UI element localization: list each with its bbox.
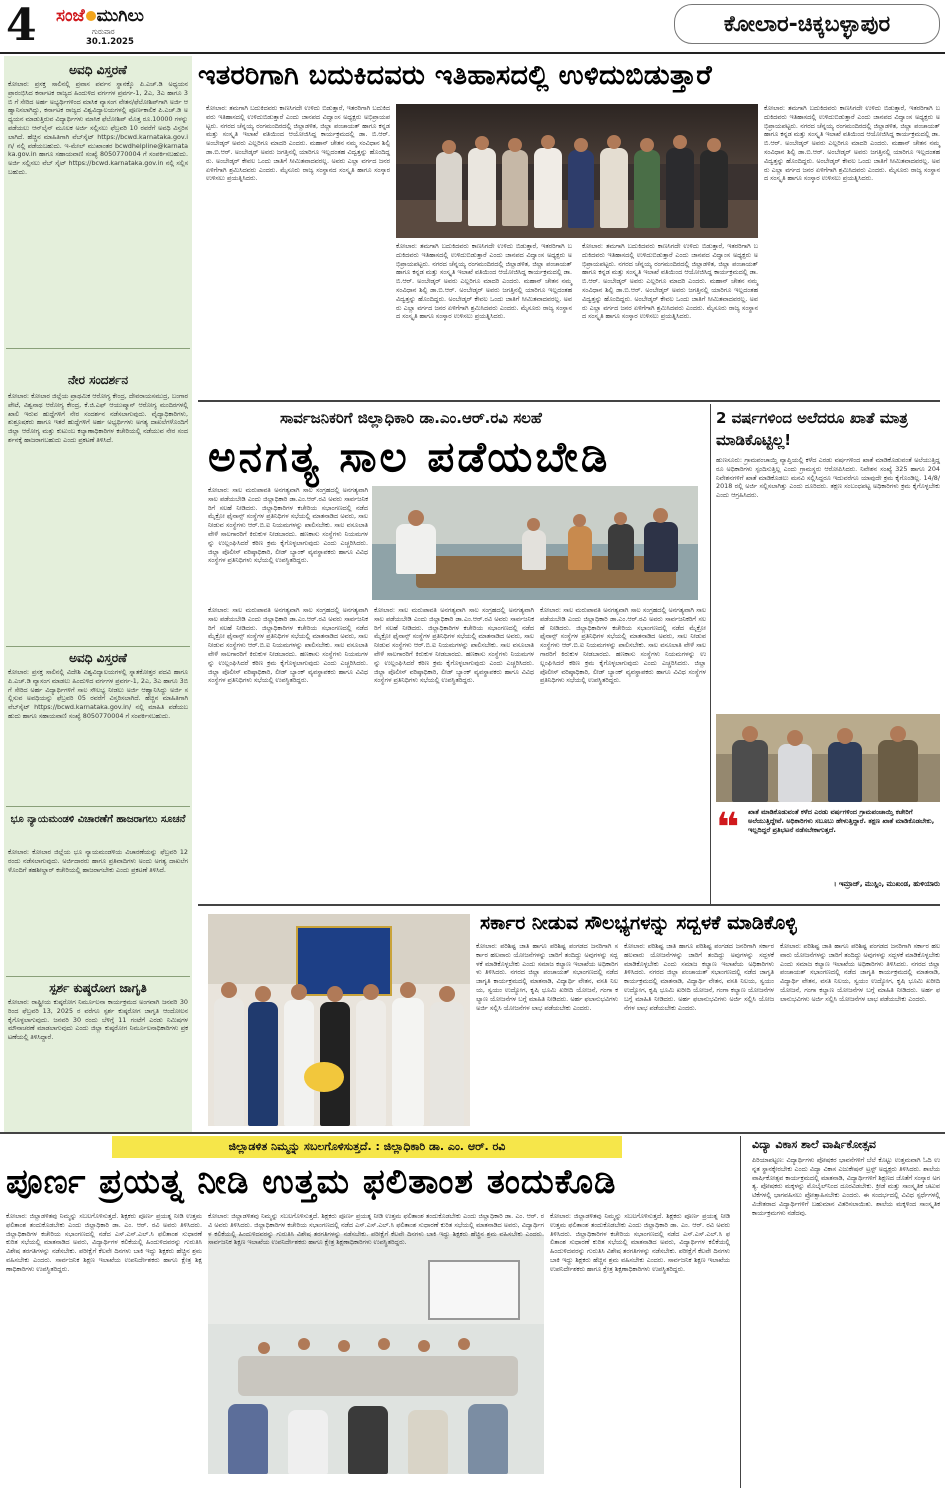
masthead-logo <box>56 6 166 30</box>
person-head <box>418 1340 430 1352</box>
person <box>568 526 592 570</box>
person <box>248 1002 278 1126</box>
story1-text: ಕೋಲಾರ: ತಮಗಾಗಿ ಬದುಕಿದವರು ಕಾಣಸಿಗದೇ ಉಳಿದು ಬಿಡುತ್ತಾರೆ, ಇತರರಿಗಾಗಿ ಬದುಕಿದವರು ಇತಿಹಾಸದಲ್ಲಿ ಉಳಿದುಬಿಡುತ್ತಾರೆ ಎಂದು ಜಾನಪದ ವಿದ್ವಾಂಸ ಅಧ್ಯಕ್ಷರು ಅಭಿಪ್ರಾಯಪಟ್ಟರು. ನಗರದ ಚೆನ್ನಯ್ಯ ರಂಗಮಂದಿರದಲ್ಲಿ ಜಿಲ್ಲಾಡಳಿತ, ಜಿಲ್ಲಾ ಪಂಚಾಯತ್ ಹಾಗೂ ಕನ್ನಡ ಮತ್ತು ಸಂಸ್ಕೃತಿ ಇಲಾಖೆ ವತಿಯಿಂದ ಆಯೋಜಿಸಿದ್ದ ಕಾರ್ಯಕ್ರಮದಲ್ಲಿ ಡಾ. ಬಿ.ಆರ್. ಅಂಬೇಡ್ಕರ್ ಅವರು ಎಲ್ಲರಿಗೂ ಮಾದರಿ ಎಂದರು. ಮಹಾನ್ ಚೇತನ ನಮ್ಮ ಸಂವಿಧಾನ ಶಿಲ್ಪಿ ಡಾ.ಬಿ.ಆರ್. ಅಂಬೇಡ್ಕರ್ ಅವರು ಜಗತ್ತಿನಲ್ಲಿ ಯಾರಿಗೂ ಇಲ್ಲದಂತಹ ವಿದ್ವತ್ತನ್ನು ಹೊಂದಿದ್ದರು. ಅಂಬೇಡ್ಕರ್ ಕೇವಲ ಒಂದು ಜಾತಿಗೆ ಸೀಮಿತವಾದವರಲ್ಲ. ಅವರು ಎಲ್ಲಾ ವರ್ಗದ ಜನರ ಏಳಿಗೆಗಾಗಿ ಶ್ರಮಿಸಿದವರು ಎಂದರು. ಮೈಸೂರು ರಾಜ್ಯ ಸಂಸ್ಥಾನದ ಸಂಸ್ಕೃತಿ ಹಾಗೂ ಸಂಸ್ಕಾರ ಉಳಿಸಲು ಪ್ರಯತ್ನಿಸಿದರು. <box>396 242 572 321</box>
person-head <box>378 1338 390 1350</box>
story1-headline: ಇತರರಿಗಾಗಿ ಬದುಕಿದವರು ಇತಿಹಾಸದಲ್ಲಿ ಉಳಿದುಬಿಡುತ್ತಾರೆ <box>198 60 712 91</box>
person <box>778 744 812 802</box>
divider <box>740 1136 741 1488</box>
story3-quote: ಖಾತೆ ಮಾಡಿಕೊಡುವಂತೆ ಕಳೆದ ಎರಡು ವರ್ಷಗಳಿಂದ ಗ್ರಾಮಪಂಚಾಯ್ತಿ ಕಚೇರಿಗೆ ಅಲೆಯುತ್ತಿದ್ದೇವೆ. ಅಧಿಕಾರಿಗಳು ಸಬೂಬು ಹೇಳುತ್ತಿದ್ದಾರೆ. ತಕ್ಷಣ ಖಾತೆ ಮಾಡಿಕೊಡಬೇಕು, ಇಲ್ಲದಿದ್ದರೆ ಪ್ರತಿಭಟನೆ ನಡೆಸಬೇಕಾಗುತ್ತದೆ. <box>748 808 935 834</box>
story4-text: ಕೋಲಾರ: ಪರಿಶಿಷ್ಟ ಜಾತಿ ಹಾಗೂ ಪರಿಶಿಷ್ಟ ಪಂಗಡದ ಜನರಿಗಾಗಿ ಸರ್ಕಾರ ಹಲವಾರು ಯೋಜನೆಗಳನ್ನು ಜಾರಿಗೆ ತಂದಿದ್ದು ಅವುಗಳನ್ನು ಸದ್ಬಳಕೆ ಮಾಡಿಕೊಳ್ಳಬೇಕು ಎಂದು ಸಮಾಜ ಕಲ್ಯಾಣ ಇಲಾಖೆಯ ಅಧಿಕಾರಿಗಳು ತಿಳಿಸಿದರು. ನಗರದ ಜಿಲ್ಲಾ ಪಂಚಾಯತ್ ಸಭಾಂಗಣದಲ್ಲಿ ನಡೆದ ಜಾಗೃತಿ ಕಾರ್ಯಕ್ರಮದಲ್ಲಿ ಮಾತನಾಡಿ, ವಿದ್ಯಾರ್ಥಿ ವೇತನ, ವಸತಿ ನಿಲಯ, ಸ್ವಯಂ ಉದ್ಯೋಗ, ಕೃಷಿ ಭೂಮಿ ಖರೀದಿ ಯೋಜನೆ, ಗಂಗಾ ಕಲ್ಯಾಣ ಯೋಜನೆಗಳ ಬಗ್ಗೆ ಮಾಹಿತಿ ನೀಡಿದರು. ಅರ್ಹ ಫಲಾನುಭವಿಗಳು ಅರ್ಜಿ ಸಲ್ಲಿಸಿ ಯೋಜನೆಗಳ ಲಾಭ ಪಡೆಯಬೇಕು ಎಂದರು. <box>780 942 940 1003</box>
person <box>568 150 594 228</box>
brief-text: ಕೋಲಾರ: ರಾಷ್ಟ್ರೀಯ ಕುಷ್ಠರೋಗ ನಿರ್ಮೂಲನಾ ಕಾರ್ಯಕ್ರಮದ ಅಂಗವಾಗಿ ಜನವರಿ 30 ರಿಂದ ಫೆಬ್ರವರಿ 13, 2025 ರ ವರೆಗೂ ಸ್ಪರ್ಶ ಕುಷ್ಠರೋಗ ಜಾಗೃತಿ ಆಂದೋಲನ ಕೈಗೊಳ್ಳಲಾಗುವುದು. ಜನವರಿ 30 ರಂದು ಬೆಳಿಗ್ಗೆ 11 ಗಂಟೆಗೆ ಎರಡು ನಿಮಿಷಗಳ ಮೌನಾಚರಣೆ ಮಾಡಲಾಗುವುದು ಎಂದು ಜಿಲ್ಲಾ ಕುಷ್ಠರೋಗ ನಿರ್ಮೂಲನಾಧಿಕಾರಿಗಳು ಪ್ರಕಟಣೆಯಲ್ಲಿ ತಿಳಿಸಿದ್ದಾರೆ. <box>8 998 188 1042</box>
brief-heading: ಸ್ಪರ್ಶ ಕುಷ್ಠರೋಗ ಜಾಗೃತಿ <box>49 981 147 995</box>
person <box>468 148 496 226</box>
story4-text: ಕೋಲಾರ: ಪರಿಶಿಷ್ಟ ಜಾತಿ ಹಾಗೂ ಪರಿಶಿಷ್ಟ ಪಂಗಡದ ಜನರಿಗಾಗಿ ಸರ್ಕಾರ ಹಲವಾರು ಯೋಜನೆಗಳನ್ನು ಜಾರಿಗೆ ತಂದಿದ್ದು ಅವುಗಳನ್ನು ಸದ್ಬಳಕೆ ಮಾಡಿಕೊಳ್ಳಬೇಕು ಎಂದು ಸಮಾಜ ಕಲ್ಯಾಣ ಇಲಾಖೆಯ ಅಧಿಕಾರಿಗಳು ತಿಳಿಸಿದರು. ನಗರದ ಜಿಲ್ಲಾ ಪಂಚಾಯತ್ ಸಭಾಂಗಣದಲ್ಲಿ ನಡೆದ ಜಾಗೃತಿ ಕಾರ್ಯಕ್ರಮದಲ್ಲಿ ಮಾತನಾಡಿ, ವಿದ್ಯಾರ್ಥಿ ವೇತನ, ವಸತಿ ನಿಲಯ, ಸ್ವಯಂ ಉದ್ಯೋಗ, ಕೃಷಿ ಭೂಮಿ ಖರೀದಿ ಯೋಜನೆ, ಗಂಗಾ ಕಲ್ಯಾಣ ಯೋಜನೆಗಳ ಬಗ್ಗೆ ಮಾಹಿತಿ ನೀಡಿದರು. ಅರ್ಹ ಫಲಾನುಭವಿಗಳು ಅರ್ಜಿ ಸಲ್ಲಿಸಿ ಯೋಜನೆಗಳ ಲಾಭ ಪಡೆಯಬೇಕು ಎಂದರು. <box>476 942 618 1012</box>
person-head <box>607 135 621 149</box>
brief-heading: ಅವಧಿ ವಿಸ್ತರಣೆ <box>69 63 127 77</box>
person-head <box>574 138 588 152</box>
sun-icon <box>86 11 96 21</box>
person <box>228 1404 268 1474</box>
person <box>502 150 528 226</box>
person-head <box>298 1338 310 1350</box>
person-head <box>890 726 906 742</box>
person-head <box>475 136 489 150</box>
meeting-table <box>238 1356 518 1396</box>
person <box>436 152 462 222</box>
divider <box>0 1132 945 1134</box>
brief-text: ಕೋಲಾರ: ಕೋಲಾರ ಜಿಲ್ಲೆಯ ಭೂ ನ್ಯಾಯಮಂಡಳಿಯ ವಿಚಾರಣೆಯನ್ನು ಫೆಬ್ರವರಿ 12 ರಂದು ನಡೆಸಲಾಗುವುದು. ಅರ್ಜಿದಾರರು ಹಾಗೂ ಪ್ರತಿವಾದಿಗಳು ಅಂದು ಅಗತ್ಯ ದಾಖಲೆಗಳೊಂದಿಗೆ ತಹಶೀಲ್ದಾರ್ ಕಚೇರಿಯಲ್ಲಿ ಹಾಜರಾಗಬೇಕು ಎಂದು ಪ್ರಕಟಣೆ ತಿಳಿಸಿದೆ. <box>8 848 188 874</box>
person <box>396 524 436 574</box>
person <box>284 1000 314 1126</box>
story2-text: ಕೋಲಾರ: ಸಾಲ ಮರುಪಾವತಿ ಅನಗತ್ಯವಾಗಿ ಸಾಲ ಸಂಗ್ರಹದಲ್ಲಿ ಅನಗತ್ಯವಾಗಿ ಸಾಲ ಪಡೆಯಬೇಡಿ ಎಂದು ಜಿಲ್ಲಾಧಿಕಾರಿ ಡಾ.ಎಂ.ಆರ್.ರವಿ ಅವರು ಸಾರ್ವಜನಿಕರಿಗೆ ಸಲಹೆ ನೀಡಿದರು. ಜಿಲ್ಲಾಧಿಕಾರಿಗಳ ಕಚೇರಿಯ ಸಭಾಂಗಣದಲ್ಲಿ ನಡೆದ ಮೈಕ್ರೋ ಫೈನಾನ್ಸ್ ಸಂಸ್ಥೆಗಳ ಪ್ರತಿನಿಧಿಗಳ ಸಭೆಯಲ್ಲಿ ಮಾತನಾಡಿದ ಅವರು, ಸಾಲ ನೀಡುವ ಸಂಸ್ಥೆಗಳು ಆರ್.ಬಿ.ಐ ನಿಯಮಗಳನ್ನು ಪಾಲಿಸಬೇಕು. ಸಾಲ ವಸೂಲಾತಿ ವೇಳೆ ಸಾಲಗಾರರಿಗೆ ಕಿರುಕುಳ ನೀಡಬಾರದು. ಹಣಕಾಸು ಸಂಸ್ಥೆಗಳು ನಿಯಮಗಳನ್ನು ಉಲ್ಲಂಘಿಸಿದರೆ ಕಠಿಣ ಕ್ರಮ ಕೈಗೊಳ್ಳಲಾಗುವುದು ಎಂದು ಎಚ್ಚರಿಸಿದರು. ಜಿಲ್ಲಾ ಪೊಲೀಸ್ ವರಿಷ್ಠಾಧಿಕಾರಿ, ಲೀಡ್ ಬ್ಯಾಂಕ್ ವ್ಯವಸ್ಥಾಪಕರು ಹಾಗೂ ವಿವಿಧ ಸಂಸ್ಥೆಗಳ ಪ್ರತಿನಿಧಿಗಳು ಸಭೆಯಲ್ಲಿ ಉಪಸ್ಥಿತರಿದ್ದರು. <box>540 606 706 685</box>
person <box>828 742 862 802</box>
person <box>408 1410 448 1474</box>
story3-photo <box>716 714 940 802</box>
story2-photo <box>372 486 698 600</box>
person <box>732 740 768 802</box>
person <box>644 522 678 572</box>
person <box>214 998 244 1126</box>
story2-kicker: ಸಾರ್ವಜನಿಕರಿಗೆ ಜಿಲ್ಲಾಧಿಕಾರಿ ಡಾ.ಎಂ.ಆರ್.ರವಿ ಸಲಹೆ <box>280 409 542 427</box>
person <box>634 150 660 228</box>
story5-headline: ಪೂರ್ಣ ಪ್ರಯತ್ನ ನೀಡಿ ಉತ್ತಮ ಫಲಿತಾಂಶ ತಂದುಕೊಡಿ <box>6 1162 617 1202</box>
divider <box>6 806 190 807</box>
person-head <box>573 514 586 527</box>
person-head <box>439 986 455 1002</box>
flower-garland <box>304 1062 344 1092</box>
person-head <box>327 986 343 1002</box>
person-head <box>508 138 522 152</box>
story5-text: ಕೋಲಾರ: ಜಿಲ್ಲಾಡಳಿತವು ನಿಮ್ಮನ್ನು ಸಬಲಗೊಳಿಸುತ್ತದೆ. ಶಿಕ್ಷಕರು ಪೂರ್ಣ ಪ್ರಯತ್ನ ನೀಡಿ ಉತ್ತಮ ಫಲಿತಾಂಶ ತಂದುಕೊಡಬೇಕು ಎಂದು ಜಿಲ್ಲಾಧಿಕಾರಿ ಡಾ. ಎಂ. ಆರ್. ರವಿ ಅವರು ತಿಳಿಸಿದರು. ಜಿಲ್ಲಾಧಿಕಾರಿಗಳ ಕಚೇರಿಯ ಸಭಾಂಗಣದಲ್ಲಿ ನಡೆದ ಎಸ್.ಎಸ್.ಎಲ್.ಸಿ ಫಲಿತಾಂಶ ಸುಧಾರಣೆ ಕುರಿತ ಸಭೆಯಲ್ಲಿ ಮಾತನಾಡಿದ ಅವರು, ವಿದ್ಯಾರ್ಥಿಗಳ ಕಲಿಕೆಯಲ್ಲಿ ಹಿಂದುಳಿದವರನ್ನು ಗುರುತಿಸಿ ವಿಶೇಷ ತರಗತಿಗಳನ್ನು ನಡೆಸಬೇಕು. ಪರೀಕ್ಷೆಗೆ ಕೆಲವೇ ದಿನಗಳು ಬಾಕಿ ಇದ್ದು ಶಿಕ್ಷಕರು ಹೆಚ್ಚಿನ ಶ್ರಮ ವಹಿಸಬೇಕು ಎಂದರು. ಸಾರ್ವಜನಿಕ ಶಿಕ್ಷಣ ಇಲಾಖೆಯ ಉಪನಿರ್ದೇಶಕರು ಹಾಗೂ ಕ್ಷೇತ್ರ ಶಿಕ್ಷಣಾಧಿಕಾರಿಗಳು ಉಪಸ್ಥಿತರಿದ್ದರು. <box>208 1212 544 1247</box>
top-rule <box>0 52 945 54</box>
person-head <box>837 728 853 744</box>
story4-photo <box>208 914 470 1126</box>
person <box>534 148 562 228</box>
person <box>392 998 424 1126</box>
brief-heading: ಅವಧಿ ವಿಸ್ತರಣೆ <box>69 651 127 665</box>
page-number: 4 <box>6 0 37 51</box>
person-head <box>221 982 237 998</box>
person-head <box>291 984 307 1000</box>
brief-text: ಕೋಲಾರ: ಪ್ರಸಕ್ತ ಸಾಲಿನಲ್ಲಿ ಪ್ರವಾಸ ಪರ್ವನ ಸ್ಥಾನಕ್ಕೊ ಪಿ.ಎಚ್.ಡಿ ಅಧ್ಯಯನ ಪ್ರಾರಂಭಿಸಿದ ಕರ್ನಾಟಕ ರಾಜ್ಯದ ಹಿಂದುಳಿದ ವರ್ಗಗಳ ಪ್ರವರ್ಗ-1, 2ಎ, 3ಎ ಹಾಗೂ 3ಬಿ ಗೆ ಸೇರಿದ ಅರ್ಹ ಅಭ್ಯರ್ಥಿಗಳಿಂದ ಮಾಸಿಕ ವ್ಯಾಸಂಗ ವೇತನ/ಫೆಲೋಶಿಪ್‌ಗಾಗಿ ಅರ್ಜಿ ಆಹ್ವಾನಿಸಲಾಗಿದ್ದು, ಕರ್ನಾಟಕ ರಾಜ್ಯದ ವಿಶ್ವವಿದ್ಯಾಲಯಗಳಲ್ಲಿ ಪೂರ್ಣಕಾಲಿಕ ಪಿ.ಎಚ್.ಡಿ ಅಧ್ಯಯನ ಮಾಡುತ್ತಿರುವ ವಿದ್ಯಾರ್ಥಿಗಳು ಮಾಸಿಕ ಫೆಲೋಶಿಪ್ ಮೊತ್ತ ರೂ.10000 ಗಳನ್ನು ಪಡೆಯಲು ಆನ್‌ಲೈನ್ ಮೂಲಕ ಅರ್ಜಿ ಸಲ್ಲಿಸಲು ಫೆಬ್ರವರಿ 10 ರವರೆಗೆ ಅವಧಿ ವಿಸ್ತರಿಸಲಾಗಿದೆ. ಹೆಚ್ಚಿನ ಮಾಹಿತಿಗಾಗಿ ವೆಬ್‌ಸೈಟ್ https://bcwd.karnataka.gov.in/ ನಲ್ಲಿ ಪಡೆಯಬಹುದು. ಇ-ಮೇಲ್ ಮುಖಾಂತರ bcwdhelpline@karnataka.gov.in ಹಾಗೂ ಸಹಾಯವಾಣಿ ಸಂಖ್ಯೆ 8050770004 ಗೆ ಸಂಪರ್ಕಿಸಬಹುದು. ಅರ್ಜಿ ಸಲ್ಲಿಸಲು ವೆಬ್ ಸೈಟ್ https://bcwd.karnataka.gov.in ನಲ್ಲಿ ಸಲ್ಲಿಸಬಹುದು. <box>8 80 188 176</box>
person-head <box>458 1338 470 1350</box>
person <box>430 1002 464 1126</box>
person-head <box>640 138 654 152</box>
person-head <box>541 135 555 149</box>
person <box>878 740 918 802</box>
brief-text: ಕೋಲಾರ: ಪ್ರಸಕ್ತ ಸಾಲಿನಲ್ಲಿ ವಿದೇಶಿ ವಿಶ್ವವಿದ್ಯಾಲಯಗಳಲ್ಲಿ ಸ್ನಾತಕೋತ್ತರ ಪದವಿ ಹಾಗೂ ಪಿ.ಎಚ್.ಡಿ ವ್ಯಾಸಂಗ ಮಾಡಲು ಹಿಂದುಳಿದ ವರ್ಗಗಳ ಪ್ರವರ್ಗ-1, 2ಎ, 3ಎ ಹಾಗೂ 3ಬಿ ಗೆ ಸೇರಿದ ಅರ್ಹ ವಿದ್ಯಾರ್ಥಿಗಳಿಗೆ ಸಾಲ ಸೌಲಭ್ಯ ನೀಡಲು ಅರ್ಜಿ ಆಹ್ವಾನಿಸಿದ್ದು ಅರ್ಜಿ ಸಲ್ಲಿಸುವ ಅವಧಿಯನ್ನು ಫೆಬ್ರವರಿ 05 ರವರೆಗೆ ವಿಸ್ತರಿಸಲಾಗಿದೆ. ಹೆಚ್ಚಿನ ಮಾಹಿತಿಗಾಗಿ ವೆಬ್‌ಸೈಟ್ https://bcwd.karnataka.gov.in/ ನಲ್ಲಿ ಮಾಹಿತಿ ಪಡೆಯಬಹುದು ಹಾಗೂ ಸಹಾಯವಾಣಿ ಸಂಖ್ಯೆ 8050770004 ಗೆ ಸಂಪರ್ಕಿಸಬಹುದು. <box>8 668 188 720</box>
quote-mark-icon: ❝ <box>716 805 740 851</box>
logo-part1: ಸಂಜೆ <box>56 6 85 26</box>
divider <box>6 348 190 349</box>
person <box>356 1000 386 1126</box>
person-head <box>408 510 424 526</box>
person-head <box>742 726 758 742</box>
person-head <box>653 508 668 523</box>
story2-headline: ಅನಗತ್ಯ ಸಾಲ ಪಡೆಯಬೇಡಿ <box>208 432 611 481</box>
projector-screen <box>428 1260 520 1320</box>
person-head <box>442 140 456 154</box>
story5-text: ಕೋಲಾರ: ಜಿಲ್ಲಾಡಳಿತವು ನಿಮ್ಮನ್ನು ಸಬಲಗೊಳಿಸುತ್ತದೆ. ಶಿಕ್ಷಕರು ಪೂರ್ಣ ಪ್ರಯತ್ನ ನೀಡಿ ಉತ್ತಮ ಫಲಿತಾಂಶ ತಂದುಕೊಡಬೇಕು ಎಂದು ಜಿಲ್ಲಾಧಿಕಾರಿ ಡಾ. ಎಂ. ಆರ್. ರವಿ ಅವರು ತಿಳಿಸಿದರು. ಜಿಲ್ಲಾಧಿಕಾರಿಗಳ ಕಚೇರಿಯ ಸಭಾಂಗಣದಲ್ಲಿ ನಡೆದ ಎಸ್.ಎಸ್.ಎಲ್.ಸಿ ಫಲಿತಾಂಶ ಸುಧಾರಣೆ ಕುರಿತ ಸಭೆಯಲ್ಲಿ ಮಾತನಾಡಿದ ಅವರು, ವಿದ್ಯಾರ್ಥಿಗಳ ಕಲಿಕೆಯಲ್ಲಿ ಹಿಂದುಳಿದವರನ್ನು ಗುರುತಿಸಿ ವಿಶೇಷ ತರಗತಿಗಳನ್ನು ನಡೆಸಬೇಕು. ಪರೀಕ್ಷೆಗೆ ಕೆಲವೇ ದಿನಗಳು ಬಾಕಿ ಇದ್ದು ಶಿಕ್ಷಕರು ಹೆಚ್ಚಿನ ಶ್ರಮ ವಹಿಸಬೇಕು ಎಂದರು. ಸಾರ್ವಜನಿಕ ಶಿಕ್ಷಣ ಇಲಾಖೆಯ ಉಪನಿರ್ದೇಶಕರು ಹಾಗೂ ಕ್ಷೇತ್ರ ಶಿಕ್ಷಣಾಧಿಕಾರಿಗಳು ಉಪಸ್ಥಿತರಿದ್ದರು. <box>6 1212 202 1273</box>
person-head <box>614 512 627 525</box>
divider <box>6 976 190 977</box>
person-head <box>707 138 721 152</box>
person-head <box>400 982 416 998</box>
left-briefs-column <box>4 56 192 1133</box>
story1-photo <box>396 104 758 238</box>
person <box>600 148 628 228</box>
story4-text: ಕೋಲಾರ: ಪರಿಶಿಷ್ಟ ಜಾತಿ ಹಾಗೂ ಪರಿಶಿಷ್ಟ ಪಂಗಡದ ಜನರಿಗಾಗಿ ಸರ್ಕಾರ ಹಲವಾರು ಯೋಜನೆಗಳನ್ನು ಜಾರಿಗೆ ತಂದಿದ್ದು ಅವುಗಳನ್ನು ಸದ್ಬಳಕೆ ಮಾಡಿಕೊಳ್ಳಬೇಕು ಎಂದು ಸಮಾಜ ಕಲ್ಯಾಣ ಇಲಾಖೆಯ ಅಧಿಕಾರಿಗಳು ತಿಳಿಸಿದರು. ನಗರದ ಜಿಲ್ಲಾ ಪಂಚಾಯತ್ ಸಭಾಂಗಣದಲ್ಲಿ ನಡೆದ ಜಾಗೃತಿ ಕಾರ್ಯಕ್ರಮದಲ್ಲಿ ಮಾತನಾಡಿ, ವಿದ್ಯಾರ್ಥಿ ವೇತನ, ವಸತಿ ನಿಲಯ, ಸ್ವಯಂ ಉದ್ಯೋಗ, ಕೃಷಿ ಭೂಮಿ ಖರೀದಿ ಯೋಜನೆ, ಗಂಗಾ ಕಲ್ಯಾಣ ಯೋಜನೆಗಳ ಬಗ್ಗೆ ಮಾಹಿತಿ ನೀಡಿದರು. ಅರ್ಹ ಫಲಾನುಭವಿಗಳು ಅರ್ಜಿ ಸಲ್ಲಿಸಿ ಯೋಜನೆಗಳ ಲಾಭ ಪಡೆಯಬೇಕು ಎಂದರು. <box>624 942 774 1012</box>
person-head <box>255 986 271 1002</box>
person <box>468 1404 508 1474</box>
person-head <box>527 518 540 531</box>
story6-text: ಪಿರಿಯಾಪಟ್ಟಣ: ವಿದ್ಯಾರ್ಥಿಗಳು ಪೋಷಕರ ಭಾವನೆಗಳಿಗೆ ಬೆಲೆ ಕೊಟ್ಟು ಉತ್ತಮವಾಗಿ ಓದಿ ಉನ್ನತ ಸ್ಥಾನಕ್ಕೇರಬೇಕು ಎಂದು ವಿದ್ಯಾ ವಿಕಾಸ ಎಜುಕೇಷನ್ ಟ್ರಸ್ಟ್ ಅಧ್ಯಕ್ಷರು ತಿಳಿಸಿದರು. ಶಾಲೆಯ ವಾರ್ಷಿಕೋತ್ಸವ ಕಾರ್ಯಕ್ರಮದಲ್ಲಿ ಮಾತನಾಡಿ, ವಿದ್ಯಾರ್ಥಿಗಳಿಗೆ ಶಿಕ್ಷಣದ ಜೊತೆಗೆ ಸಂಸ್ಕಾರ ಅಗತ್ಯ. ಪೋಷಕರು ಮಕ್ಕಳನ್ನು ಮೊಬೈಲ್‌ನಿಂದ ದೂರವಿಡಬೇಕು. ಕ್ರೀಡೆ ಮತ್ತು ಸಾಂಸ್ಕೃತಿಕ ಚಟುವಟಿಕೆಗಳಲ್ಲಿ ಭಾಗವಹಿಸಲು ಪ್ರೋತ್ಸಾಹಿಸಬೇಕು ಎಂದರು. ಈ ಸಂದರ್ಭದಲ್ಲಿ ವಿವಿಧ ಸ್ಪರ್ಧೆಗಳಲ್ಲಿ ವಿಜೇತರಾದ ವಿದ್ಯಾರ್ಥಿಗಳಿಗೆ ಬಹುಮಾನ ವಿತರಿಸಲಾಯಿತು. ಶಾಲೆಯ ಮಕ್ಕಳಿಂದ ಸಾಂಸ್ಕೃತಿಕ ಕಾರ್ಯಕ್ರಮಗಳು ನಡೆದವು. <box>752 1156 940 1217</box>
brief-text: ಕೋಲಾರ: ಕೋಲಾರ ಜಿಲ್ಲೆಯ ಪ್ರಾಥಮಿಕ ಆರೋಗ್ಯ ಕೇಂದ್ರ, ದೇವರಾಯಸಮುದ್ರ, ಬಂಗಾರಪೇಟೆ, ವಿಶ್ವನಾಥ ಆರೋಗ್ಯ ಕೇಂದ್ರ, ಕೆ.ಜಿ.ಎಫ್ ಆಯುಷ್ಮಾನ್ ಆರೋಗ್ಯ ಮಂದಿರಗಳಲ್ಲಿ ಖಾಲಿ ಇರುವ ಹುದ್ದೆಗಳಿಗೆ ನೇರ ಸಂದರ್ಶನ ನಡೆಸಲಾಗುವುದು. ವೈದ್ಯಾಧಿಕಾರಿಗಳು, ಶುಶ್ರೂಷಕರು ಹಾಗೂ ಇತರೆ ಹುದ್ದೆಗಳಿಗೆ ಅರ್ಹ ಅಭ್ಯರ್ಥಿಗಳು ಅಗತ್ಯ ದಾಖಲೆಗಳೊಂದಿಗೆ ಜಿಲ್ಲಾ ಆರೋಗ್ಯ ಮತ್ತು ಕುಟುಂಬ ಕಲ್ಯಾಣಾಧಿಕಾರಿಗಳ ಕಚೇರಿಯಲ್ಲಿ ನಡೆಯುವ ನೇರ ಸಂದರ್ಶನಕ್ಕೆ ಹಾಜರಾಗಬಹುದು ಎಂದು ಪ್ರಕಟಣೆ ತಿಳಿಸಿದೆ. <box>8 392 188 444</box>
person-head <box>338 1340 350 1352</box>
person-head <box>363 984 379 1000</box>
conference-table <box>416 556 676 588</box>
person-head <box>673 135 687 149</box>
brief-heading: ನೇರ ಸಂದರ್ಶನ <box>67 373 129 387</box>
brief-heading: ಭೂ ನ್ಯಾಯಮಂಡಳಿ ವಿಚಾರಣೆಗೆ ಹಾಜರಾಗಲು ಸೂಚನೆ <box>10 814 186 825</box>
person-head <box>258 1342 270 1354</box>
person <box>522 530 546 570</box>
divider <box>198 400 940 402</box>
story6-headline: ವಿದ್ಯಾ ವಿಕಾಸ ಶಾಲೆ ವಾರ್ಷಿಕೋತ್ಸವ <box>752 1138 876 1151</box>
story1-text: ಕೋಲಾರ: ತಮಗಾಗಿ ಬದುಕಿದವರು ಕಾಣಸಿಗದೇ ಉಳಿದು ಬಿಡುತ್ತಾರೆ, ಇತರರಿಗಾಗಿ ಬದುಕಿದವರು ಇತಿಹಾಸದಲ್ಲಿ ಉಳಿದುಬಿಡುತ್ತಾರೆ ಎಂದು ಜಾನಪದ ವಿದ್ವಾಂಸ ಅಧ್ಯಕ್ಷರು ಅಭಿಪ್ರಾಯಪಟ್ಟರು. ನಗರದ ಚೆನ್ನಯ್ಯ ರಂಗಮಂದಿರದಲ್ಲಿ ಜಿಲ್ಲಾಡಳಿತ, ಜಿಲ್ಲಾ ಪಂಚಾಯತ್ ಹಾಗೂ ಕನ್ನಡ ಮತ್ತು ಸಂಸ್ಕೃತಿ ಇಲಾಖೆ ವತಿಯಿಂದ ಆಯೋಜಿಸಿದ್ದ ಕಾರ್ಯಕ್ರಮದಲ್ಲಿ ಡಾ. ಬಿ.ಆರ್. ಅಂಬೇಡ್ಕರ್ ಅವರು ಎಲ್ಲರಿಗೂ ಮಾದರಿ ಎಂದರು. ಮಹಾನ್ ಚೇತನ ನಮ್ಮ ಸಂವಿಧಾನ ಶಿಲ್ಪಿ ಡಾ.ಬಿ.ಆರ್. ಅಂಬೇಡ್ಕರ್ ಅವರು ಜಗತ್ತಿನಲ್ಲಿ ಯಾರಿಗೂ ಇಲ್ಲದಂತಹ ವಿದ್ವತ್ತನ್ನು ಹೊಂದಿದ್ದರು. ಅಂಬೇಡ್ಕರ್ ಕೇವಲ ಒಂದು ಜಾತಿಗೆ ಸೀಮಿತವಾದವರಲ್ಲ. ಅವರು ಎಲ್ಲಾ ವರ್ಗದ ಜನರ ಏಳಿಗೆಗಾಗಿ ಶ್ರಮಿಸಿದವರು ಎಂದರು. ಮೈಸೂರು ರಾಜ್ಯ ಸಂಸ್ಥಾನದ ಸಂಸ್ಕೃತಿ ಹಾಗೂ ಸಂಸ್ಕಾರ ಉಳಿಸಲು ಪ್ರಯತ್ನಿಸಿದರು. <box>206 104 390 183</box>
masthead-date: 30.1.2025 <box>86 37 134 47</box>
story2-text: ಕೋಲಾರ: ಸಾಲ ಮರುಪಾವತಿ ಅನಗತ್ಯವಾಗಿ ಸಾಲ ಸಂಗ್ರಹದಲ್ಲಿ ಅನಗತ್ಯವಾಗಿ ಸಾಲ ಪಡೆಯಬೇಡಿ ಎಂದು ಜಿಲ್ಲಾಧಿಕಾರಿ ಡಾ.ಎಂ.ಆರ್.ರವಿ ಅವರು ಸಾರ್ವಜನಿಕರಿಗೆ ಸಲಹೆ ನೀಡಿದರು. ಜಿಲ್ಲಾಧಿಕಾರಿಗಳ ಕಚೇರಿಯ ಸಭಾಂಗಣದಲ್ಲಿ ನಡೆದ ಮೈಕ್ರೋ ಫೈನಾನ್ಸ್ ಸಂಸ್ಥೆಗಳ ಪ್ರತಿನಿಧಿಗಳ ಸಭೆಯಲ್ಲಿ ಮಾತನಾಡಿದ ಅವರು, ಸಾಲ ನೀಡುವ ಸಂಸ್ಥೆಗಳು ಆರ್.ಬಿ.ಐ ನಿಯಮಗಳನ್ನು ಪಾಲಿಸಬೇಕು. ಸಾಲ ವಸೂಲಾತಿ ವೇಳೆ ಸಾಲಗಾರರಿಗೆ ಕಿರುಕುಳ ನೀಡಬಾರದು. ಹಣಕಾಸು ಸಂಸ್ಥೆಗಳು ನಿಯಮಗಳನ್ನು ಉಲ್ಲಂಘಿಸಿದರೆ ಕಠಿಣ ಕ್ರಮ ಕೈಗೊಳ್ಳಲಾಗುವುದು ಎಂದು ಎಚ್ಚರಿಸಿದರು. ಜಿಲ್ಲಾ ಪೊಲೀಸ್ ವರಿಷ್ಠಾಧಿಕಾರಿ, ಲೀಡ್ ಬ್ಯಾಂಕ್ ವ್ಯವಸ್ಥಾಪಕರು ಹಾಗೂ ವಿವಿಧ ಸಂಸ್ಥೆಗಳ ಪ್ರತಿನಿಧಿಗಳು ಸಭೆಯಲ್ಲಿ ಉಪಸ್ಥಿತರಿದ್ದರು. <box>208 606 368 685</box>
story2-text: ಕೋಲಾರ: ಸಾಲ ಮರುಪಾವತಿ ಅನಗತ್ಯವಾಗಿ ಸಾಲ ಸಂಗ್ರಹದಲ್ಲಿ ಅನಗತ್ಯವಾಗಿ ಸಾಲ ಪಡೆಯಬೇಡಿ ಎಂದು ಜಿಲ್ಲಾಧಿಕಾರಿ ಡಾ.ಎಂ.ಆರ್.ರವಿ ಅವರು ಸಾರ್ವಜನಿಕರಿಗೆ ಸಲಹೆ ನೀಡಿದರು. ಜಿಲ್ಲಾಧಿಕಾರಿಗಳ ಕಚೇರಿಯ ಸಭಾಂಗಣದಲ್ಲಿ ನಡೆದ ಮೈಕ್ರೋ ಫೈನಾನ್ಸ್ ಸಂಸ್ಥೆಗಳ ಪ್ರತಿನಿಧಿಗಳ ಸಭೆಯಲ್ಲಿ ಮಾತನಾಡಿದ ಅವರು, ಸಾಲ ನೀಡುವ ಸಂಸ್ಥೆಗಳು ಆರ್.ಬಿ.ಐ ನಿಯಮಗಳನ್ನು ಪಾಲಿಸಬೇಕು. ಸಾಲ ವಸೂಲಾತಿ ವೇಳೆ ಸಾಲಗಾರರಿಗೆ ಕಿರುಕುಳ ನೀಡಬಾರದು. ಹಣಕಾಸು ಸಂಸ್ಥೆಗಳು ನಿಯಮಗಳನ್ನು ಉಲ್ಲಂಘಿಸಿದರೆ ಕಠಿಣ ಕ್ರಮ ಕೈಗೊಳ್ಳಲಾಗುವುದು ಎಂದು ಎಚ್ಚರಿಸಿದರು. ಜಿಲ್ಲಾ ಪೊಲೀಸ್ ವರಿಷ್ಠಾಧಿಕಾರಿ, ಲೀಡ್ ಬ್ಯಾಂಕ್ ವ್ಯವಸ್ಥಾಪಕರು ಹಾಗೂ ವಿವಿಧ ಸಂಸ್ಥೆಗಳ ಪ್ರತಿನಿಧಿಗಳು ಸಭೆಯಲ್ಲಿ ಉಪಸ್ಥಿತರಿದ್ದರು. <box>374 606 534 685</box>
divider <box>198 904 940 906</box>
masthead-day: ಗುರುವಾರ <box>92 28 115 36</box>
logo-part2: ಮುಗಿಲು <box>96 6 144 26</box>
story3-text: ಹುಣಸೂರು: ಗ್ರಾಮಪಂಚಾಯ್ತಿ ವ್ಯಾಪ್ತಿಯಲ್ಲಿ ಕಳೆದ ಎರಡು ವರ್ಷಗಳಿಂದ ಖಾತೆ ಮಾಡಿಕೊಡುವಂತೆ ಅಲೆಯುತ್ತಿದ್ದರೂ ಅಧಿಕಾರಿಗಳು ಸ್ಪಂದಿಸುತ್ತಿಲ್ಲ ಎಂದು ಗ್ರಾಮಸ್ಥರು ಆರೋಪಿಸಿದರು. ನಿವೇಶನ ಸಂಖ್ಯೆ 325 ಹಾಗೂ 204 ನಿವೇಶನಗಳಿಗೆ ಖಾತೆ ಮಾಡಿಕೊಡಲು ಮನವಿ ಸಲ್ಲಿಸಿದ್ದರೂ ಇದುವರೆಗೂ ಯಾವುದೇ ಕ್ರಮ ಕೈಗೊಂಡಿಲ್ಲ. 14/8/2018 ರಲ್ಲಿ ಅರ್ಜಿ ಸಲ್ಲಿಸಲಾಗಿತ್ತು ಎಂದು ದೂರಿದರು. ತಕ್ಷಣ ಸಂಬಂಧಪಟ್ಟ ಅಧಿಕಾರಿಗಳು ಕ್ರಮ ಕೈಗೊಳ್ಳಬೇಕು ಎಂದು ಆಗ್ರಹಿಸಿದರು. <box>716 456 940 500</box>
story1-text: ಕೋಲಾರ: ತಮಗಾಗಿ ಬದುಕಿದವರು ಕಾಣಸಿಗದೇ ಉಳಿದು ಬಿಡುತ್ತಾರೆ, ಇತರರಿಗಾಗಿ ಬದುಕಿದವರು ಇತಿಹಾಸದಲ್ಲಿ ಉಳಿದುಬಿಡುತ್ತಾರೆ ಎಂದು ಜಾನಪದ ವಿದ್ವಾಂಸ ಅಧ್ಯಕ್ಷರು ಅಭಿಪ್ರಾಯಪಟ್ಟರು. ನಗರದ ಚೆನ್ನಯ್ಯ ರಂಗಮಂದಿರದಲ್ಲಿ ಜಿಲ್ಲಾಡಳಿತ, ಜಿಲ್ಲಾ ಪಂಚಾಯತ್ ಹಾಗೂ ಕನ್ನಡ ಮತ್ತು ಸಂಸ್ಕೃತಿ ಇಲಾಖೆ ವತಿಯಿಂದ ಆಯೋಜಿಸಿದ್ದ ಕಾರ್ಯಕ್ರಮದಲ್ಲಿ ಡಾ. ಬಿ.ಆರ್. ಅಂಬೇಡ್ಕರ್ ಅವರು ಎಲ್ಲರಿಗೂ ಮಾದರಿ ಎಂದರು. ಮಹಾನ್ ಚೇತನ ನಮ್ಮ ಸಂವಿಧಾನ ಶಿಲ್ಪಿ ಡಾ.ಬಿ.ಆರ್. ಅಂಬೇಡ್ಕರ್ ಅವರು ಜಗತ್ತಿನಲ್ಲಿ ಯಾರಿಗೂ ಇಲ್ಲದಂತಹ ವಿದ್ವತ್ತನ್ನು ಹೊಂದಿದ್ದರು. ಅಂಬೇಡ್ಕರ್ ಕೇವಲ ಒಂದು ಜಾತಿಗೆ ಸೀಮಿತವಾದವರಲ್ಲ. ಅವರು ಎಲ್ಲಾ ವರ್ಗದ ಜನರ ಏಳಿಗೆಗಾಗಿ ಶ್ರಮಿಸಿದವರು ಎಂದರು. ಮೈಸೂರು ರಾಜ್ಯ ಸಂಸ್ಥಾನದ ಸಂಸ್ಕೃತಿ ಹಾಗೂ ಸಂಸ್ಕಾರ ಉಳಿಸಲು ಪ್ರಯತ್ನಿಸಿದರು. <box>582 242 758 321</box>
story3-quote-source: । ಇಮ್ರಾಜ್, ಮುಸ್ಲಿಂ, ಮುಖಂಡ, ಹುಳಿಯಾರು <box>833 880 940 888</box>
person <box>288 1410 328 1474</box>
person <box>608 524 634 570</box>
divider <box>710 404 711 904</box>
story4-headline: ಸರ್ಕಾರ ನೀಡುವ ಸೌಲಭ್ಯಗಳನ್ನು ಸದ್ಬಳಕೆ ಮಾಡಿಕೊಳ್ಳಿ <box>480 912 797 934</box>
banner-board <box>296 926 392 996</box>
section-banner: ಕೋಲಾರ-ಚಿಕ್ಕಬಳ್ಳಾಪುರ <box>674 4 940 44</box>
story3-headline: 2 ವರ್ಷಗಳಿಂದ ಅಲೆದರೂ ಖಾತೆ ಮಾತ್ರ ಮಾಡಿಕೊಟ್ಟಿಲ್ಲ! <box>716 409 908 449</box>
story2-text: ಕೋಲಾರ: ಸಾಲ ಮರುಪಾವತಿ ಅನಗತ್ಯವಾಗಿ ಸಾಲ ಸಂಗ್ರಹದಲ್ಲಿ ಅನಗತ್ಯವಾಗಿ ಸಾಲ ಪಡೆಯಬೇಡಿ ಎಂದು ಜಿಲ್ಲಾಧಿಕಾರಿ ಡಾ.ಎಂ.ಆರ್.ರವಿ ಅವರು ಸಾರ್ವಜನಿಕರಿಗೆ ಸಲಹೆ ನೀಡಿದರು. ಜಿಲ್ಲಾಧಿಕಾರಿಗಳ ಕಚೇರಿಯ ಸಭಾಂಗಣದಲ್ಲಿ ನಡೆದ ಮೈಕ್ರೋ ಫೈನಾನ್ಸ್ ಸಂಸ್ಥೆಗಳ ಪ್ರತಿನಿಧಿಗಳ ಸಭೆಯಲ್ಲಿ ಮಾತನಾಡಿದ ಅವರು, ಸಾಲ ನೀಡುವ ಸಂಸ್ಥೆಗಳು ಆರ್.ಬಿ.ಐ ನಿಯಮಗಳನ್ನು ಪಾಲಿಸಬೇಕು. ಸಾಲ ವಸೂಲಾತಿ ವೇಳೆ ಸಾಲಗಾರರಿಗೆ ಕಿರುಕುಳ ನೀಡಬಾರದು. ಹಣಕಾಸು ಸಂಸ್ಥೆಗಳು ನಿಯಮಗಳನ್ನು ಉಲ್ಲಂಘಿಸಿದರೆ ಕಠಿಣ ಕ್ರಮ ಕೈಗೊಳ್ಳಲಾಗುವುದು ಎಂದು ಎಚ್ಚರಿಸಿದರು. ಜಿಲ್ಲಾ ಪೊಲೀಸ್ ವರಿಷ್ಠಾಧಿಕಾರಿ, ಲೀಡ್ ಬ್ಯಾಂಕ್ ವ್ಯವಸ್ಥಾಪಕರು ಹಾಗೂ ವಿವಿಧ ಸಂಸ್ಥೆಗಳ ಪ್ರತಿನಿಧಿಗಳು ಸಭೆಯಲ್ಲಿ ಉಪಸ್ಥಿತರಿದ್ದರು. <box>208 486 368 565</box>
person-head <box>787 730 803 746</box>
person <box>700 150 728 228</box>
story5-photo <box>208 1234 544 1474</box>
person <box>348 1406 388 1474</box>
story5-kicker: ಜಿಲ್ಲಾಡಳಿತ ನಿಮ್ಮನ್ನು ಸಬಲಗೊಳಿಸುತ್ತದೆ. : ಜಿಲ್ಲಾಧಿಕಾರಿ ಡಾ. ಎಂ. ಆರ್. ರವಿ <box>112 1136 622 1158</box>
story5-text: ಕೋಲಾರ: ಜಿಲ್ಲಾಡಳಿತವು ನಿಮ್ಮನ್ನು ಸಬಲಗೊಳಿಸುತ್ತದೆ. ಶಿಕ್ಷಕರು ಪೂರ್ಣ ಪ್ರಯತ್ನ ನೀಡಿ ಉತ್ತಮ ಫಲಿತಾಂಶ ತಂದುಕೊಡಬೇಕು ಎಂದು ಜಿಲ್ಲಾಧಿಕಾರಿ ಡಾ. ಎಂ. ಆರ್. ರವಿ ಅವರು ತಿಳಿಸಿದರು. ಜಿಲ್ಲಾಧಿಕಾರಿಗಳ ಕಚೇರಿಯ ಸಭಾಂಗಣದಲ್ಲಿ ನಡೆದ ಎಸ್.ಎಸ್.ಎಲ್.ಸಿ ಫಲಿತಾಂಶ ಸುಧಾರಣೆ ಕುರಿತ ಸಭೆಯಲ್ಲಿ ಮಾತನಾಡಿದ ಅವರು, ವಿದ್ಯಾರ್ಥಿಗಳ ಕಲಿಕೆಯಲ್ಲಿ ಹಿಂದುಳಿದವರನ್ನು ಗುರುತಿಸಿ ವಿಶೇಷ ತರಗತಿಗಳನ್ನು ನಡೆಸಬೇಕು. ಪರೀಕ್ಷೆಗೆ ಕೆಲವೇ ದಿನಗಳು ಬಾಕಿ ಇದ್ದು ಶಿಕ್ಷಕರು ಹೆಚ್ಚಿನ ಶ್ರಮ ವಹಿಸಬೇಕು ಎಂದರು. ಸಾರ್ವಜನಿಕ ಶಿಕ್ಷಣ ಇಲಾಖೆಯ ಉಪನಿರ್ದೇಶಕರು ಹಾಗೂ ಕ್ಷೇತ್ರ ಶಿಕ್ಷಣಾಧಿಕಾರಿಗಳು ಉಪಸ್ಥಿತರಿದ್ದರು. <box>550 1212 730 1273</box>
divider <box>6 646 190 647</box>
story1-text: ಕೋಲಾರ: ತಮಗಾಗಿ ಬದುಕಿದವರು ಕಾಣಸಿಗದೇ ಉಳಿದು ಬಿಡುತ್ತಾರೆ, ಇತರರಿಗಾಗಿ ಬದುಕಿದವರು ಇತಿಹಾಸದಲ್ಲಿ ಉಳಿದುಬಿಡುತ್ತಾರೆ ಎಂದು ಜಾನಪದ ವಿದ್ವಾಂಸ ಅಧ್ಯಕ್ಷರು ಅಭಿಪ್ರಾಯಪಟ್ಟರು. ನಗರದ ಚೆನ್ನಯ್ಯ ರಂಗಮಂದಿರದಲ್ಲಿ ಜಿಲ್ಲಾಡಳಿತ, ಜಿಲ್ಲಾ ಪಂಚಾಯತ್ ಹಾಗೂ ಕನ್ನಡ ಮತ್ತು ಸಂಸ್ಕೃತಿ ಇಲಾಖೆ ವತಿಯಿಂದ ಆಯೋಜಿಸಿದ್ದ ಕಾರ್ಯಕ್ರಮದಲ್ಲಿ ಡಾ. ಬಿ.ಆರ್. ಅಂಬೇಡ್ಕರ್ ಅವರು ಎಲ್ಲರಿಗೂ ಮಾದರಿ ಎಂದರು. ಮಹಾನ್ ಚೇತನ ನಮ್ಮ ಸಂವಿಧಾನ ಶಿಲ್ಪಿ ಡಾ.ಬಿ.ಆರ್. ಅಂಬೇಡ್ಕರ್ ಅವರು ಜಗತ್ತಿನಲ್ಲಿ ಯಾರಿಗೂ ಇಲ್ಲದಂತಹ ವಿದ್ವತ್ತನ್ನು ಹೊಂದಿದ್ದರು. ಅಂಬೇಡ್ಕರ್ ಕೇವಲ ಒಂದು ಜಾತಿಗೆ ಸೀಮಿತವಾದವರಲ್ಲ. ಅವರು ಎಲ್ಲಾ ವರ್ಗದ ಜನರ ಏಳಿಗೆಗಾಗಿ ಶ್ರಮಿಸಿದವರು ಎಂದರು. ಮೈಸೂರು ರಾಜ್ಯ ಸಂಸ್ಥಾನದ ಸಂಸ್ಕೃತಿ ಹಾಗೂ ಸಂಸ್ಕಾರ ಉಳಿಸಲು ಪ್ರಯತ್ನಿಸಿದರು. <box>764 104 940 183</box>
person <box>666 148 694 228</box>
